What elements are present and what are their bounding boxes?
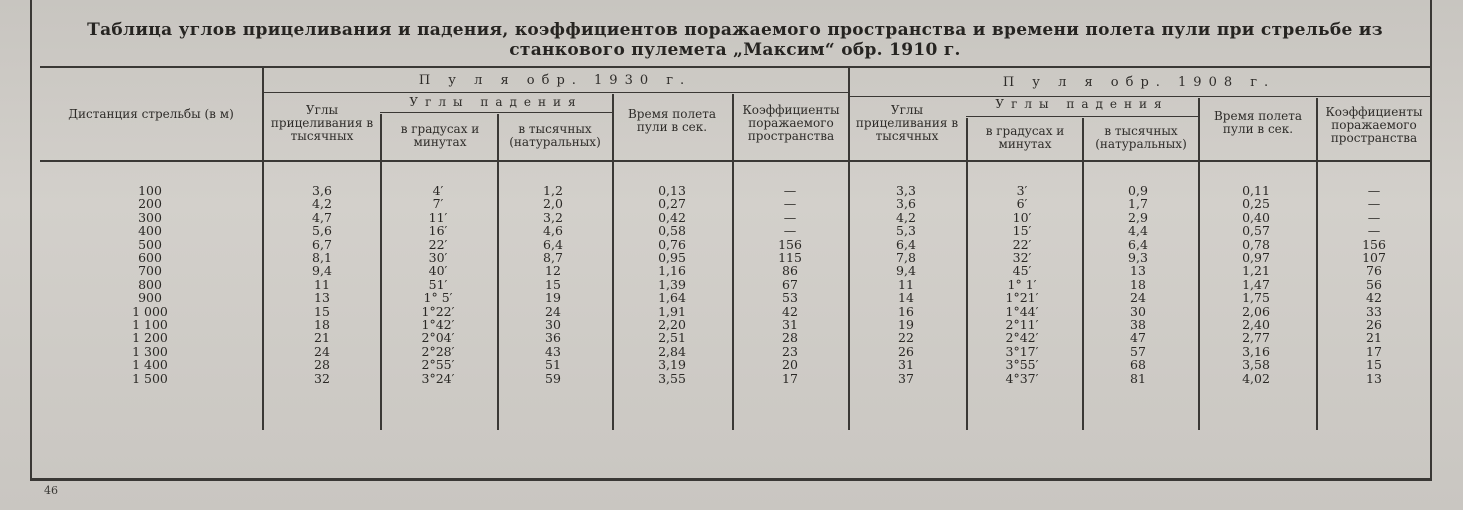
table-cell: 0,25 [1242,196,1270,212]
table-cell: 9,4 [312,263,332,279]
table-cell: 1,21 [1242,263,1270,279]
column-time-1930 [632,184,712,385]
table-cell: 17 [1366,343,1382,359]
col-rule [612,94,614,430]
table-cell: 22′ [428,236,448,252]
table-cell: 2,84 [658,343,686,359]
table-cell: 18 [1130,276,1146,292]
header-bottom-rule [40,160,1430,162]
table-cell: 51 [545,357,561,373]
table-cell: 115 [778,250,802,266]
table-cell: 300 [138,209,162,225]
table-cell: 16 [898,303,914,319]
table-cell: — [1367,223,1381,239]
table-cell: 1 000 [132,303,168,319]
table-cell: 1° 1′ [1007,276,1037,292]
table-cell: 32′ [1012,250,1032,266]
table-cell: 156 [1362,236,1386,252]
header-aim-1908: Углы прицеливания в тысячных [855,103,959,143]
table-cell: 156 [778,236,802,252]
table-cell: 1° 5′ [423,290,453,306]
table-cell: 1,16 [658,263,686,279]
table-cell: 16′ [428,223,448,239]
header-deg-1908: в градусах и минутах [985,124,1065,151]
table-cell: 24 [314,343,330,359]
table-cell: 56 [1366,276,1382,292]
table-cell: 4,7 [312,209,332,225]
table-cell: 1°22′ [421,303,455,319]
table-cell: 2°11′ [1005,317,1039,333]
table-cell: 13 [1130,263,1146,279]
table-cell: 36 [545,330,561,346]
table-cell: 20 [782,357,798,373]
table-cell: 1 100 [132,317,168,333]
header-thou-1930: в тысячных (натуральных) [509,122,601,149]
table-cell: 4,6 [543,223,563,239]
table-cell: 3,58 [1242,357,1270,373]
table-cell: 3,55 [658,370,686,386]
header-coef-1930: Коэффициенты поражаемого пространства [742,103,840,143]
table-cell: 67 [782,276,798,292]
table-cell: 11 [314,276,330,292]
table-cell: 13 [314,290,330,306]
table-cell: — [783,223,797,239]
table-cell: 1 200 [132,330,168,346]
table-cell: 28 [314,357,330,373]
header-distance: Дистанция стрельбы (в м) [68,107,234,121]
table-cell: 86 [782,263,798,279]
table-cell: 30′ [428,250,448,266]
table-cell: 21 [1366,330,1382,346]
table-cell: 7,8 [896,250,916,266]
table-cell: 2,9 [1128,209,1148,225]
table-cell: 19 [545,290,561,306]
table-cell: 68 [1130,357,1146,373]
table-cell: 3′ [1016,183,1028,198]
table-cell: 3°24′ [421,370,455,386]
table-cell: 1°42′ [421,317,455,333]
table-cell: 107 [1362,250,1386,266]
table-cell: 5,3 [896,223,916,239]
table-cell: 0,57 [1242,223,1270,239]
fall-angles-rule-right [966,116,1198,117]
bullet-group-rule-left [262,92,848,93]
table-cell: 0,9 [1128,183,1148,198]
table-cell: 1,91 [658,303,686,319]
table-cell: 18 [314,317,330,333]
table-cell: 1 500 [132,370,168,386]
table-cell: 3°55′ [1005,357,1039,373]
table-cell: 1,64 [658,290,686,306]
table-cell: 26 [1366,317,1382,333]
header-fall-1930: Углы падения [409,95,583,109]
table-cell: 3,6 [896,196,916,212]
table-cell: 900 [138,290,162,306]
col-rule [262,68,264,430]
table-cell: 4,4 [1128,223,1148,239]
table-cell: 33 [1366,303,1382,319]
page-number: 46 [44,484,58,497]
column-thou-1908 [1098,184,1178,385]
table-cell: 3,19 [658,357,686,373]
table-cell: 0,42 [658,209,686,225]
table-cell: — [1367,209,1381,225]
table-cell: 40′ [428,263,448,279]
table-cell: 2,77 [1242,330,1270,346]
table-cell: 59 [545,370,561,386]
header-thou-1908: в тысячных (натуральных) [1095,124,1187,151]
table-cell: 22 [898,330,914,346]
table-cell: 32 [314,370,330,386]
table-cell: 4,2 [312,196,332,212]
table-cell: — [1367,196,1381,212]
table-cell: 8,7 [543,250,563,266]
table-cell: 0,78 [1242,236,1270,252]
table-cell: 2°42′ [1005,330,1039,346]
fall-angles-rule-left [380,112,612,113]
table-cell: 100 [138,183,162,198]
table-cell: — [783,209,797,225]
table-cell: 4,2 [896,209,916,225]
table-cell: 0,58 [658,223,686,239]
header-time-1930: Время полета пули в сек. [627,107,717,134]
table-cell: 0,27 [658,196,686,212]
table-cell: 38 [1130,317,1146,333]
table-cell: 14 [898,290,914,306]
column-deg-1930 [398,184,478,385]
header-deg-1930: в градусах и минутах [400,122,480,149]
table-cell: — [783,183,797,198]
table-cell: 6,4 [896,236,916,252]
table-cell: 30 [545,317,561,333]
column-time-1908 [1216,184,1296,385]
col-rule [380,114,382,430]
table-cell: 31 [782,317,798,333]
table-cell: 3,2 [543,209,563,225]
table-cell: 51′ [428,276,448,292]
table-cell: 45′ [1012,263,1032,279]
table-cell: 0,40 [1242,209,1270,225]
column-aim-1930 [282,184,362,385]
col-rule [1082,118,1084,430]
table-cell: 1,7 [1128,196,1148,212]
column-aim-1908 [866,184,946,385]
table-cell: 15′ [1012,223,1032,239]
table-cell: 23 [782,343,798,359]
table-cell: 11′ [428,209,448,225]
table-cell: 76 [1366,263,1382,279]
table-cell: 37 [898,370,914,386]
table-cell: 1,47 [1242,276,1270,292]
table-cell: 4,02 [1242,370,1270,386]
header-bullet-1930: П у л я обр. 1930 г. [418,73,692,88]
table-cell: 12 [545,263,561,279]
column-thou-1930 [513,184,593,385]
table-cell: 4°37′ [1005,370,1039,386]
table-cell: 700 [138,263,162,279]
table-cell: 1 400 [132,357,168,373]
table-cell: 0,11 [1242,183,1270,198]
table-cell: 47 [1130,330,1146,346]
table-cell: 15 [545,276,561,292]
header-fall-1908: Углы падения [995,97,1169,111]
header-bullet-1908: П у л я обр. 1908 г. [1002,75,1276,90]
table-cell: 9,4 [896,263,916,279]
table-cell: 4′ [432,183,444,198]
col-rule [732,94,734,430]
table-cell: 10′ [1012,209,1032,225]
table-cell: 600 [138,250,162,266]
table-cell: 0,76 [658,236,686,252]
table-cell: 17 [782,370,798,386]
table-cell: — [783,196,797,212]
table-cell: 2°55′ [421,357,455,373]
table-cell: 24 [1130,290,1146,306]
table-cell: 81 [1130,370,1146,386]
table-cell: 2°28′ [421,343,455,359]
table-cell: 26 [898,343,914,359]
table-cell: 3,3 [896,183,916,198]
table-cell: 6,4 [543,236,563,252]
table-cell: 500 [138,236,162,252]
table-cell: 9,3 [1128,250,1148,266]
table-cell: 6,4 [1128,236,1148,252]
col-rule [497,114,499,430]
table-cell: 30 [1130,303,1146,319]
table-cell: 11 [898,276,914,292]
table-cell: 1°21′ [1005,290,1039,306]
table-cell: 2°04′ [421,330,455,346]
table-cell: 1°44′ [1005,303,1039,319]
table-cell: 2,20 [658,317,686,333]
table-title: Таблица углов прицеливания и падения, коэффициентов поражаемого пространства и времени полета пули при стрельбе из станкового пулемета „Максим“ обр. 1910 г. [87,20,1383,60]
table-cell: 7′ [432,196,444,212]
table-cell: 43 [545,343,561,359]
table-cell: 0,95 [658,250,686,266]
col-rule [1198,98,1200,430]
table-cell: 15 [1366,357,1382,373]
table-cell: 0,13 [658,183,686,198]
table-cell: 2,40 [1242,317,1270,333]
header-aim-1930: Углы прицеливания в тысячных [270,103,374,143]
table-cell: 5,6 [312,223,332,239]
table-cell: 2,06 [1242,303,1270,319]
table-cell: 53 [782,290,798,306]
table-cell: 57 [1130,343,1146,359]
table-cell: 31 [898,357,914,373]
table-cell: 21 [314,330,330,346]
table-cell: 13 [1366,370,1382,386]
table-cell: 15 [314,303,330,319]
table-cell: — [1367,183,1381,198]
column-coef-1930 [750,184,830,385]
table-cell: 19 [898,317,914,333]
table-cell: 6′ [1016,196,1028,212]
table-cell: 400 [138,223,162,239]
table-cell: 0,97 [1242,250,1270,266]
col-rule [966,118,968,430]
header-time-1908: Время полета пули в сек. [1213,109,1303,136]
table-cell: 1,75 [1242,290,1270,306]
col-rule [848,68,850,430]
table-cell: 42 [1366,290,1382,306]
table-cell: 28 [782,330,798,346]
header-top-rule [40,66,1430,68]
table-cell: 24 [545,303,561,319]
table-cell: 1,39 [658,276,686,292]
header-coef-1908: Коэффициенты поражаемого пространства [1325,105,1423,145]
table-cell: 1,2 [543,183,563,198]
table-cell: 6,7 [312,236,332,252]
table-cell: 8,1 [312,250,332,266]
table-cell: 200 [138,196,162,212]
column-deg-1908 [982,184,1062,385]
column-coef-1908 [1334,184,1414,385]
table-cell: 3,16 [1242,343,1270,359]
table-cell: 2,0 [543,196,563,212]
table-cell: 22′ [1012,236,1032,252]
table-cell: 1 300 [132,343,168,359]
table-cell: 42 [782,303,798,319]
table-cell: 800 [138,276,162,292]
column-distance [110,184,190,385]
table-cell: 3,6 [312,183,332,198]
table-cell: 3°17′ [1005,343,1039,359]
col-rule [1316,98,1318,430]
table-cell: 2,51 [658,330,686,346]
